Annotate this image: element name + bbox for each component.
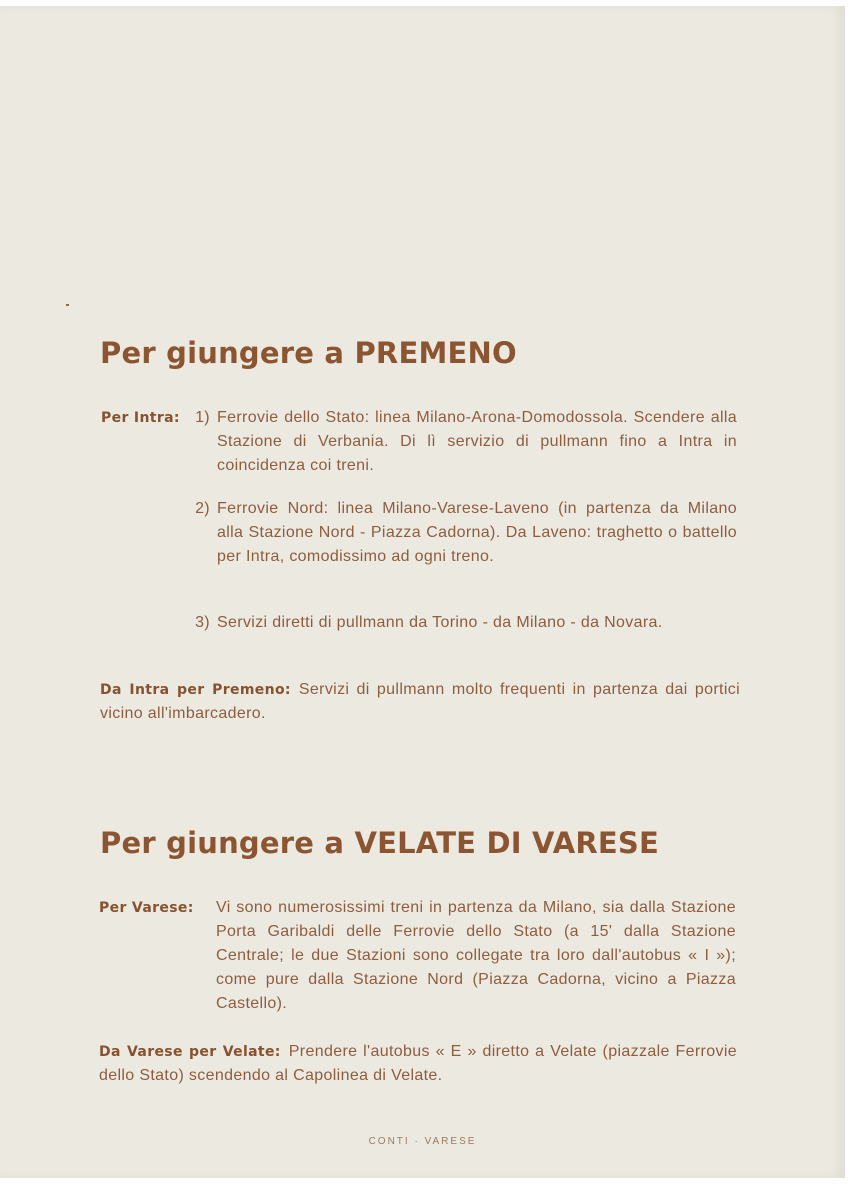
velate-block	[99, 1040, 737, 1088]
item-2-text: Ferrovie Nord: linea Milano-Varese-Laveno (in partenza da Milano alla Stazione Nord - Piazza Cadorna). Da Laveno: traghetto o battello per Intra, comodissimo ad ogni treno.	[217, 500, 737, 565]
velate-paragraph	[99, 1040, 737, 1088]
per-varese-label: Per Varese:	[99, 900, 194, 916]
ink-speck	[66, 304, 69, 306]
da-intra-per-premeno-label: Da Intra per Premeno:	[100, 682, 291, 698]
varese-block	[0, 896, 845, 1026]
da-varese-per-velate-label: Da Varese per Velate:	[99, 1044, 281, 1060]
velate-text: Prendere l'autobus « E » diretto a Velate (piazzale Ferrovie dello Stato) scendendo al Capolinea di Velate.	[99, 1043, 737, 1084]
item-2-number: 2)	[195, 500, 210, 517]
item-3-number: 3)	[195, 614, 210, 631]
item-1-number: 1)	[195, 409, 210, 426]
varese-text: Vi sono numerosissimi treni in partenza da Milano, sia dalla Stazione Porta Garibaldi delle Ferrovie dello Stato (a 15' dalla Stazione Centrale; le due Stazioni sono collegate tra loro dall'autobus « I »); come pure dalla Stazione Nord (Piazza Cadorna, vicino a Piazza Castello).	[216, 899, 736, 1012]
premeno-text: Servizi di pullmann molto frequenti in partenza dai portici vicino all'imbarcadero.	[100, 681, 740, 722]
premeno-heading: Per giungere a PREMENO	[100, 336, 517, 370]
premeno-paragraph	[100, 678, 740, 726]
item-1-text: Ferrovie dello Stato: linea Milano-Arona-Domodossola. Scendere alla Stazione di Verbania. Di lì servizio di pullmann fino a Intra in coincidenza coi treni.	[217, 409, 737, 474]
item-3-text: Servizi diretti di pullmann da Torino - da Milano - da Novara.	[217, 614, 663, 631]
premeno-block	[100, 678, 740, 726]
brochure-page	[0, 6, 845, 1178]
printer-imprint: CONTI · VARESE	[368, 1136, 477, 1147]
intra-block	[0, 404, 845, 704]
velate-heading: Per giungere a VELATE DI VARESE	[100, 826, 659, 860]
per-intra-label: Per Intra:	[101, 410, 180, 426]
